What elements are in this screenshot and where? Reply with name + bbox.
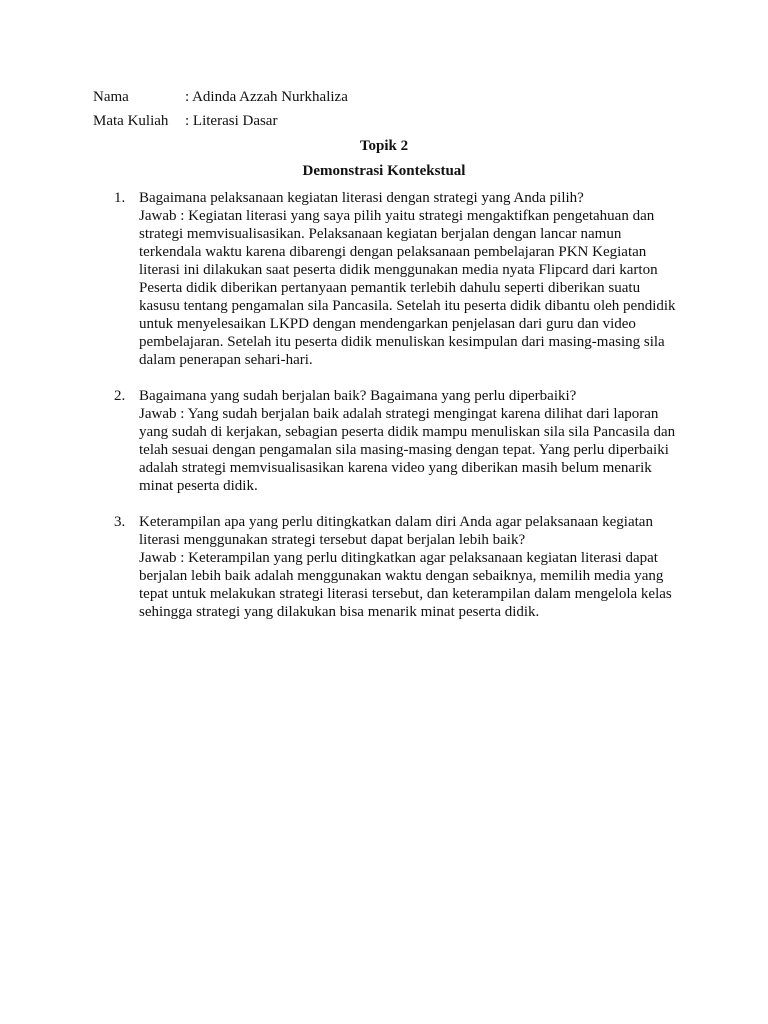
course-label: Mata Kuliah xyxy=(93,113,169,129)
question-number: 1. xyxy=(114,190,126,206)
question-item-1 xyxy=(93,189,683,369)
answer-text: Jawab : Yang sudah berjalan baik adalah strategi mengingat karena dilihat dari laporan yang sudah di kerjakan, sebagian peserta didik mampu menuliskan sila sila Pancasila dan telah sesuai dengan pengamalan sila masing-masing dengan tepat. Yang perlu diperbaiki adalah strategi memvisualisasikan karena video yang diberikan masih belum menarik minat peserta didik. xyxy=(139,406,676,494)
question-text: Keterampilan apa yang perlu ditingkatkan dalam diri Anda agar pelaksanaan kegiatan literasi menggunakan strategi tersebut dapat berjalan lebih baik? xyxy=(139,514,653,548)
topic-title: Topik 2 xyxy=(359,138,409,154)
name-label: Nama xyxy=(93,89,129,105)
name-row xyxy=(93,88,348,106)
question-list xyxy=(93,189,683,639)
name-value: : Adinda Azzah Nurkhaliza xyxy=(185,89,348,105)
question-item-2 xyxy=(93,387,683,495)
question-number: 3. xyxy=(114,514,126,530)
question-item-3 xyxy=(93,513,683,621)
course-value: : Literasi Dasar xyxy=(185,113,278,129)
course-row xyxy=(93,112,277,130)
answer-text: Jawab : Kegiatan literasi yang saya pilih yaitu strategi mengaktifkan pengetahuan dan strategi memvisualisasikan. Pelaksanaan kegiatan berjalan dengan lancar namun terkendala waktu karena dibarengi dengan pelaksanaan pembelajaran PKN Kegiatan literasi ini dilakukan saat peserta didik menggunakan media nyata Flipcard dari karton Peserta didik diberikan pertanyaan pemantik terlebih dahulu seperti diberikan suatu kasusu tentang pengamalan sila Pancasila. Setelah itu peserta didik dibantu oleh pendidik untuk menyelesaikan LKPD dengan mendengarkan penjelasan dari guru dan video pembelajaran. Setelah itu peserta didik menuliskan kesimpulan dari masing-masing sila dalam penerapan sehari-hari. xyxy=(139,208,676,368)
question-text: Bagaimana yang sudah berjalan baik? Bagaimana yang perlu diperbaiki? xyxy=(139,388,577,404)
question-number: 2. xyxy=(114,388,126,404)
answer-text: Jawab : Keterampilan yang perlu ditingkatkan agar pelaksanaan kegiatan literasi dapat berjalan lebih baik adalah menggunakan waktu dengan sebaiknya, memilih media yang tepat untuk melakukan strategi literasi tersebut, dan keterampilan dalam mengelola kelas sehingga strategi yang dilakukan bisa menarik minat peserta didik. xyxy=(139,550,672,620)
document-subtitle: Demonstrasi Kontekstual xyxy=(302,163,466,179)
question-text: Bagaimana pelaksanaan kegiatan literasi dengan strategi yang Anda pilih? xyxy=(139,190,584,206)
